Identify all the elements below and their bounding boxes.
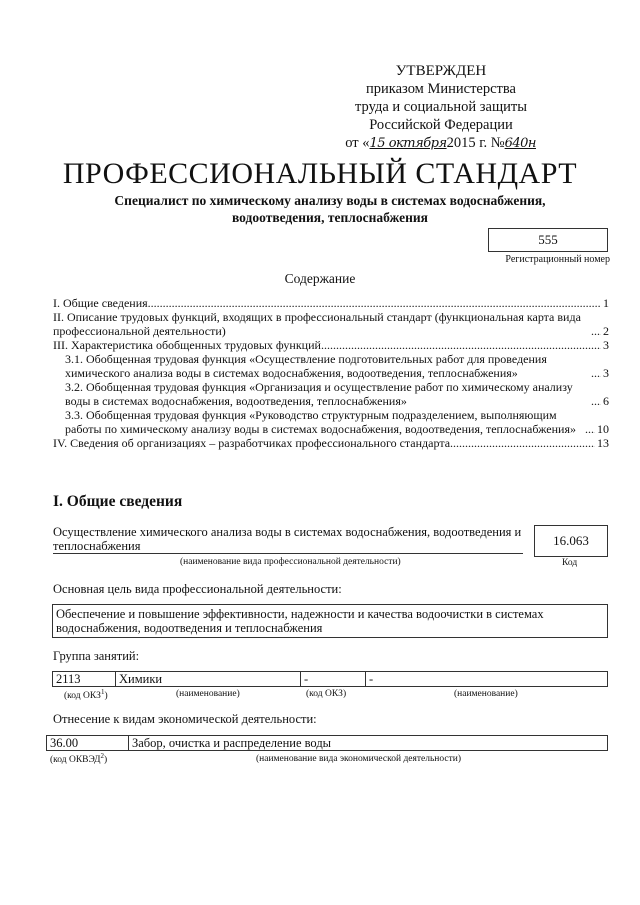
activity-kind-caption: (наименование вида профессиональной деятельности) bbox=[180, 557, 401, 567]
approval-title: УТВЕРЖДЕН bbox=[395, 63, 487, 79]
toc-leader bbox=[591, 324, 601, 338]
caption-text: (код ОКВЭД bbox=[50, 755, 101, 766]
subtitle-line: водоотведения, теплоснабжения bbox=[231, 210, 428, 225]
section-heading: I. Общие сведения bbox=[53, 493, 183, 510]
toc-page: 6 bbox=[603, 394, 609, 408]
registration-number-label: Регистрационный номер bbox=[505, 254, 610, 265]
toc-page: 3 bbox=[603, 366, 609, 380]
goal-label: Основная цель вида профессиональной деятельности: bbox=[53, 582, 342, 596]
okz-code: 2113 bbox=[53, 672, 116, 687]
toc-item-text: IV. Сведения об организациях – разработчиках профессионального стандарта bbox=[53, 436, 451, 450]
economic-activity-caption: (наименование вида экономической деятельности) bbox=[256, 754, 461, 764]
approval-line: труда и социальной защиты bbox=[355, 99, 527, 115]
okz-code-2-caption: (код ОКЗ) bbox=[306, 689, 347, 699]
occupation-name-2-caption: (наименование) bbox=[454, 689, 518, 699]
document-subtitle bbox=[60, 192, 600, 226]
toc-item-text: III. Характеристика обобщенных трудовых функций bbox=[53, 338, 321, 352]
occupation-group-table bbox=[52, 671, 608, 687]
toc-leader bbox=[450, 436, 595, 450]
date-year: 2015 г. № bbox=[446, 135, 505, 151]
registration-number-box: 555 bbox=[488, 228, 608, 252]
toc-page: 10 bbox=[597, 422, 609, 436]
toc-leader bbox=[585, 422, 595, 436]
caption-text: ) bbox=[103, 755, 108, 766]
caption-text: (код ОКЗ bbox=[64, 691, 101, 702]
toc-item-text: I. Общие сведения bbox=[53, 296, 148, 310]
toc-item[interactable] bbox=[53, 408, 609, 436]
toc-title: Содержание bbox=[284, 271, 356, 286]
occupation-name-caption: (наименование) bbox=[176, 689, 240, 699]
toc-item[interactable] bbox=[53, 352, 609, 380]
approval-date-line bbox=[286, 134, 536, 153]
handwritten-order-number: 640н bbox=[504, 136, 536, 151]
footnote-mark: 1 bbox=[100, 688, 105, 696]
handwritten-date: 15 октября bbox=[369, 136, 447, 151]
approval-line: приказом Министерства bbox=[366, 81, 516, 97]
activity-code-caption: Код bbox=[562, 558, 578, 568]
economic-activity-label: Отнесение к видам экономической деятельности: bbox=[53, 712, 317, 726]
toc-item[interactable] bbox=[53, 436, 609, 450]
toc-item[interactable] bbox=[53, 380, 609, 408]
table-of-contents bbox=[53, 296, 609, 450]
occupation-name-2: - bbox=[366, 672, 608, 687]
goal-text: Обеспечение и повышение эффективности, надежности и качества водоочистки в системах водоснабжения, водоотведения и теплоснабжения bbox=[56, 607, 544, 635]
toc-leader bbox=[321, 338, 601, 352]
occupation-name: Химики bbox=[116, 672, 301, 687]
approval-block bbox=[346, 62, 536, 153]
toc-item-text: 3.2. Обобщенная трудовая функция «Организация и осуществление работ по химическому анализу воды в системах водоснабжения, водоотведения, теплоснабжения» bbox=[65, 380, 573, 408]
toc-item[interactable] bbox=[53, 310, 609, 338]
toc-page: 13 bbox=[597, 436, 609, 450]
toc-item[interactable] bbox=[53, 296, 609, 310]
approval-line: Российской Федерации bbox=[369, 117, 513, 133]
toc-page: 2 bbox=[603, 324, 609, 338]
okz-code-caption bbox=[64, 688, 108, 701]
document-title: ПРОФЕССИОНАЛЬНЫЙ СТАНДАРТ bbox=[62, 157, 578, 190]
okved-code-caption bbox=[50, 752, 107, 765]
toc-item-text: 3.3. Обобщенная трудовая функция «Руководство структурным подразделением, выполняющим работы по химическому анализу воды в системах водоснабжения, водоотведения, теплоснабжения» bbox=[65, 408, 576, 436]
economic-activity-table bbox=[46, 735, 608, 751]
activity-code-box: 16.063 bbox=[534, 525, 608, 557]
activity-kind: Осуществление химического анализа воды в системах водоснабжения, водоотведения и теплоснабжения bbox=[53, 525, 522, 553]
toc-item-text: 3.1. Обобщенная трудовая функция «Осуществление подготовительных работ для проведения химического анализа воды в системах водоснабжения, водоотведения, теплоснабжения» bbox=[65, 352, 547, 380]
footnote-mark: 2 bbox=[100, 752, 104, 760]
toc-page: 3 bbox=[603, 338, 609, 352]
okved-code: 36.00 bbox=[47, 736, 129, 751]
toc-leader bbox=[591, 394, 601, 408]
goal-box bbox=[52, 604, 608, 638]
toc-item[interactable] bbox=[53, 338, 609, 352]
date-prefix: от « bbox=[345, 135, 370, 151]
toc-leader bbox=[591, 366, 601, 380]
toc-page: 1 bbox=[603, 296, 609, 310]
caption-text: ) bbox=[104, 691, 108, 702]
subtitle-line: Специалист по химическому анализу воды в системах водоснабжения, bbox=[114, 193, 546, 208]
toc-item-text: II. Описание трудовых функций, входящих в профессиональный стандарт (функциональная карта вида профессиональной деятельности) bbox=[53, 310, 581, 338]
toc-leader bbox=[148, 296, 601, 310]
occupation-group-label: Группа занятий: bbox=[53, 649, 140, 663]
economic-activity-name: Забор, очистка и распределение воды bbox=[129, 736, 608, 751]
okz-code-2: - bbox=[301, 672, 366, 687]
